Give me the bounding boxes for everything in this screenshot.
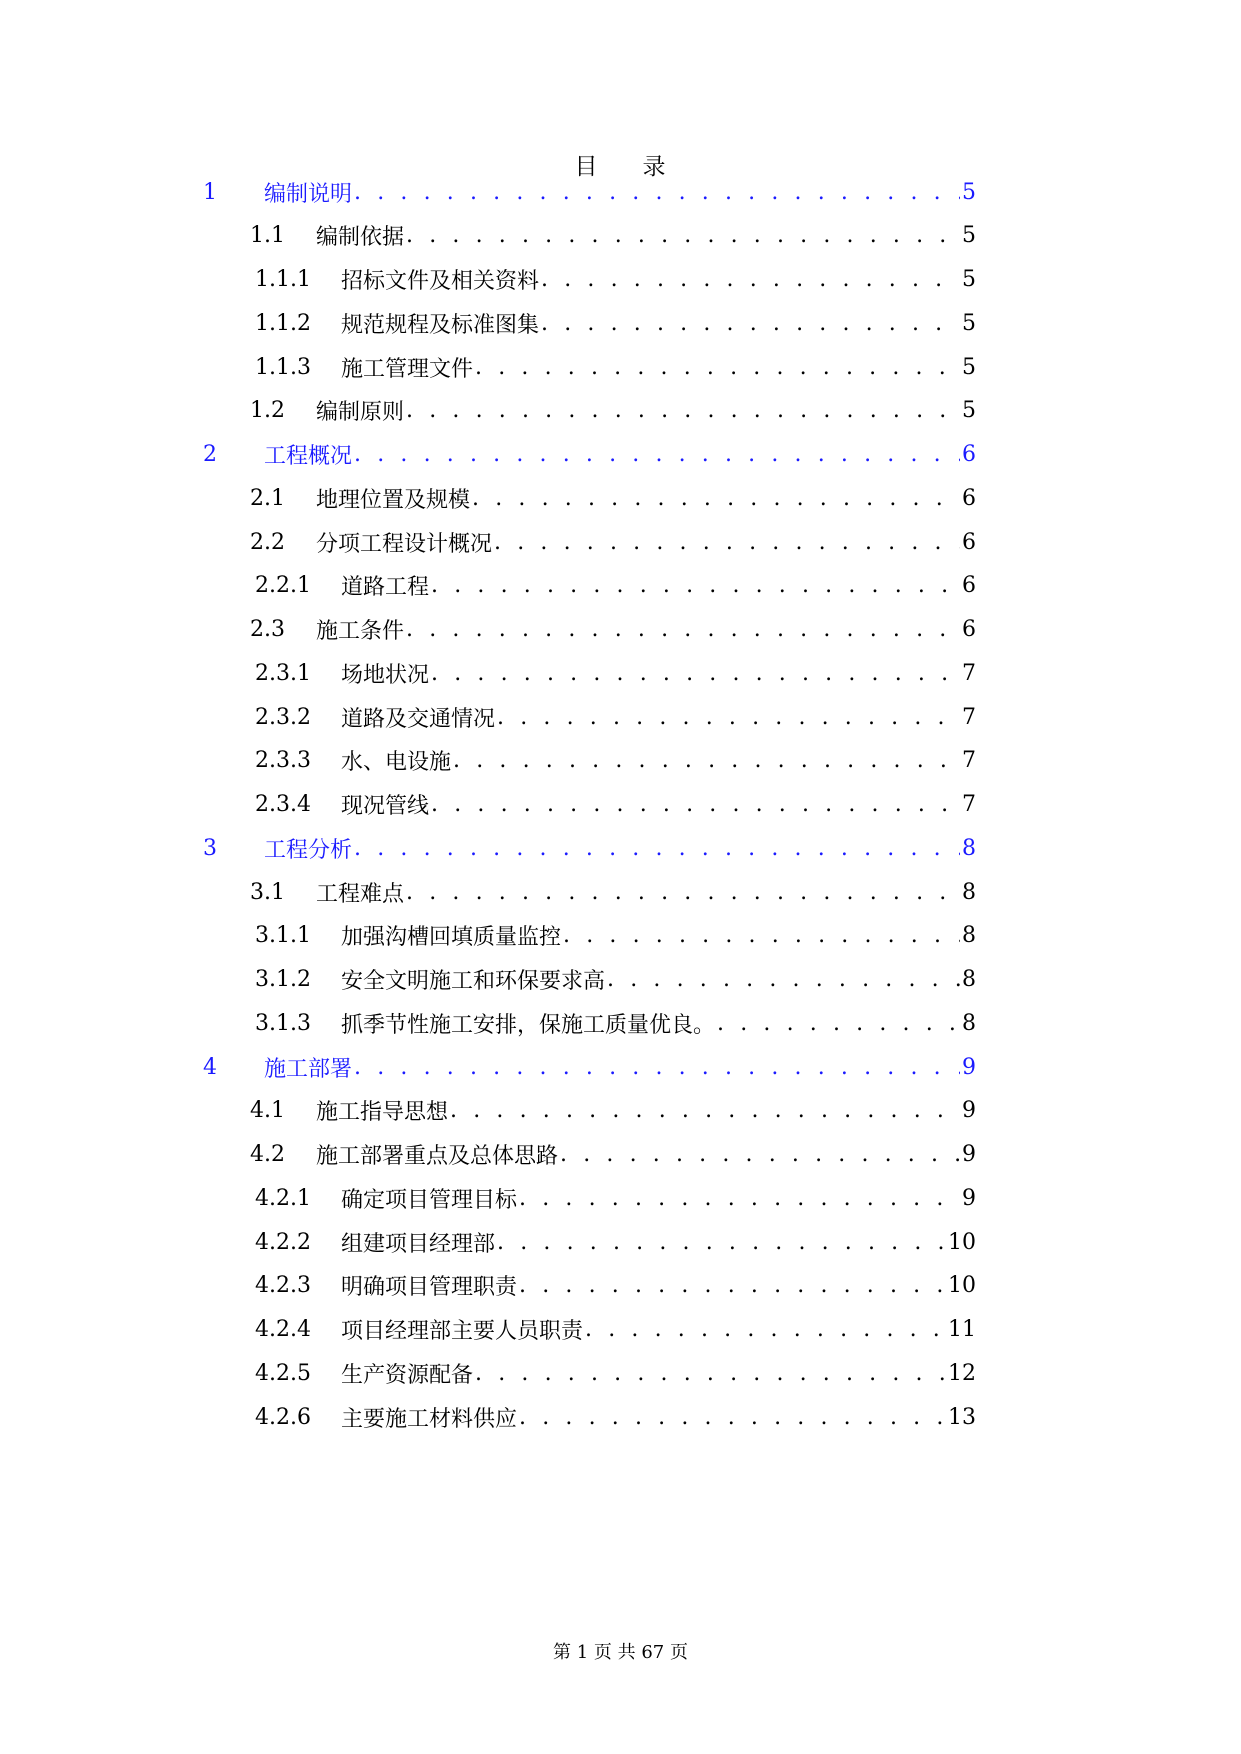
toc-entry[interactable] [250, 525, 976, 559]
toc-entry-title: 编制说明 [264, 181, 353, 207]
toc-entry-number: 4.1 [250, 1098, 285, 1124]
toc-entry-page-number: 7 [962, 660, 976, 686]
toc-entry-number: 4.2.5 [255, 1360, 311, 1386]
toc-entry-title: 抓季节性施工安排，保施工质量优良。 [341, 1012, 716, 1038]
toc-entry-number: 1.1.3 [255, 354, 311, 380]
toc-dot-leader [431, 661, 960, 686]
toc-entry-title: 组建项目经理部 [341, 1231, 496, 1257]
toc-entry-number: 4.2.1 [255, 1185, 311, 1211]
toc-entry-number: 2.1 [250, 485, 285, 511]
toc-entry-number: 3.1 [250, 879, 285, 905]
toc-entry-title: 主要施工材料供应 [341, 1406, 518, 1432]
toc-entry-page-number: 8 [962, 923, 976, 949]
toc-entry-number: 1.1.1 [255, 267, 311, 292]
toc-dot-leader [431, 573, 960, 598]
toc-dot-leader [475, 355, 960, 380]
toc-entry-title: 安全文明施工和环保要求高 [341, 969, 606, 994]
toc-entry[interactable] [255, 1225, 976, 1259]
toc-entry-title: 施工指导思想 [316, 1100, 449, 1126]
toc-dot-leader [354, 180, 960, 205]
toc-entry-title: 确定项目管理目标 [341, 1187, 518, 1213]
toc-entry-number: 3.1.3 [255, 1010, 311, 1036]
toc-dot-leader [519, 1405, 946, 1430]
toc-entry-title: 分项工程设计概况 [316, 531, 493, 557]
toc-entry-page-number: 8 [962, 835, 976, 861]
toc-entry[interactable] [255, 700, 976, 734]
toc-dot-leader [541, 311, 960, 336]
toc-entry[interactable] [255, 306, 976, 340]
toc-entry[interactable] [255, 1356, 976, 1390]
toc-entry-number: 2.3 [250, 617, 285, 642]
toc-entry-title: 地理位置及规模 [316, 487, 471, 513]
toc-dot-leader [519, 1273, 946, 1298]
toc-entry[interactable] [250, 1094, 976, 1128]
toc-entry-page-number: 6 [962, 617, 976, 642]
toc-entry[interactable] [250, 481, 976, 515]
toc-entry-page-number: 7 [962, 792, 976, 817]
toc-dot-leader [472, 486, 960, 511]
toc-dot-leader [354, 442, 960, 467]
toc-entry-number: 4 [203, 1054, 217, 1080]
toc-entry-title: 明确项目管理职责 [341, 1275, 518, 1301]
toc-entry-page-number: 5 [962, 223, 976, 249]
toc-entry-number: 4.2.6 [255, 1404, 311, 1430]
toc-entry[interactable] [255, 744, 976, 778]
toc-entry-page-number: 10 [948, 1273, 976, 1299]
toc-entry-page-number: 12 [948, 1360, 976, 1386]
toc-dot-leader [406, 617, 960, 642]
toc-entry-title: 现况管线 [341, 794, 430, 819]
toc-entry-title: 施工管理文件 [341, 356, 474, 382]
toc-entry-title: 招标文件及相关资料 [341, 269, 540, 294]
toc-entry-title: 编制依据 [316, 225, 405, 251]
toc-entry-page-number: 6 [962, 485, 976, 511]
toc-entry-number: 4.2.4 [255, 1317, 311, 1342]
toc-entry-page-number: 5 [962, 310, 976, 336]
toc-entry-number: 3.1.2 [255, 967, 311, 992]
toc-dot-leader [406, 880, 960, 905]
toc-entry-title: 项目经理部主要人员职责 [341, 1319, 584, 1344]
toc-entry-page-number: 9 [962, 1054, 976, 1080]
toc-entry-number: 2.3.4 [255, 792, 311, 817]
toc-entry-title: 水、电设施 [341, 750, 452, 776]
toc-entry-title: 生产资源配备 [341, 1362, 474, 1388]
toc-entry-page-number: 6 [962, 442, 976, 467]
toc-entry-page-number: 5 [962, 398, 976, 424]
toc-dot-leader [406, 398, 960, 423]
toc-entry-title: 场地状况 [341, 662, 430, 688]
toc-entry[interactable] [250, 219, 976, 253]
toc-entry-page-number: 5 [962, 267, 976, 292]
toc-entry[interactable] [255, 919, 976, 953]
toc-entry-number: 1.1.2 [255, 310, 311, 336]
toc-entry-page-number: 9 [962, 1142, 976, 1167]
toc-entry-page-number: 5 [962, 354, 976, 380]
toc-dot-leader [354, 1055, 960, 1080]
toc-entry-number: 2.3.1 [255, 660, 311, 686]
toc-entry[interactable] [255, 569, 976, 603]
toc-entry-number: 1.2 [250, 398, 285, 424]
toc-entry-page-number: 9 [962, 1098, 976, 1124]
toc-entry-title: 工程概况 [264, 444, 353, 469]
toc-entry[interactable] [255, 263, 976, 297]
toc-entry-title: 规范规程及标准图集 [341, 312, 540, 338]
toc-dot-leader [717, 1011, 960, 1036]
toc-entry-title: 工程分析 [264, 837, 353, 863]
toc-dot-leader [541, 267, 960, 292]
toc-entry-page-number: 6 [962, 529, 976, 555]
toc-entry-page-number: 8 [962, 967, 976, 992]
toc-entry-title: 工程难点 [316, 881, 405, 907]
toc-entry-number: 4.2 [250, 1142, 285, 1167]
toc-entry-title: 施工部署 [264, 1056, 353, 1082]
toc-entry[interactable] [203, 831, 976, 865]
toc-entry-number: 2.2 [250, 529, 285, 555]
toc-entry[interactable] [255, 1400, 976, 1434]
toc-entry-number: 2.3.3 [255, 748, 311, 774]
toc-dot-leader [450, 1098, 960, 1123]
toc-entry-page-number: 5 [962, 179, 976, 205]
page-footer: 第 1 页 共 67 页 [553, 1642, 688, 1663]
toc-dot-leader [431, 792, 960, 817]
toc-dot-leader [406, 223, 960, 248]
toc-entry[interactable] [255, 1006, 976, 1040]
toc-entry[interactable] [250, 613, 976, 647]
toc-entry-title: 编制原则 [316, 400, 405, 426]
toc-dot-leader [475, 1361, 946, 1386]
toc-entry[interactable] [203, 438, 976, 472]
toc-entry[interactable] [203, 1050, 976, 1084]
toc-entry[interactable] [255, 1269, 976, 1303]
toc-entry-page-number: 7 [962, 704, 976, 730]
toc-entry[interactable] [255, 788, 976, 822]
toc-entry[interactable] [255, 656, 976, 690]
toc-dot-leader [585, 1317, 946, 1342]
toc-entry-number: 2.3.2 [255, 704, 311, 730]
toc-entry-number: 1 [203, 179, 217, 205]
toc-title-left: 目 [574, 154, 599, 180]
toc-entry[interactable] [250, 1138, 976, 1172]
toc-entry-page-number: 7 [962, 748, 976, 774]
toc-entry-page-number: 9 [962, 1185, 976, 1211]
toc-entry[interactable] [255, 1181, 976, 1215]
toc-entry[interactable] [203, 175, 976, 209]
toc-dot-leader [494, 530, 960, 555]
toc-entry-page-number: 8 [962, 879, 976, 905]
toc-dot-leader [497, 705, 960, 730]
toc-entry-title: 道路工程 [341, 575, 430, 601]
toc-entry[interactable] [255, 963, 976, 997]
toc-entry-title: 道路及交通情况 [341, 706, 496, 732]
toc-entry[interactable] [250, 875, 976, 909]
toc-dot-leader [354, 836, 960, 861]
toc-entry-number: 3 [203, 835, 217, 861]
toc-dot-leader [607, 967, 960, 992]
toc-entry-title: 施工条件 [316, 619, 405, 644]
toc-title-right: 录 [642, 154, 667, 180]
toc-entry-title: 加强沟槽回填质量监控 [341, 925, 562, 951]
toc-dot-leader [519, 1186, 960, 1211]
toc-entry-number: 2.2.1 [255, 573, 311, 599]
toc-entry-title: 施工部署重点及总体思路 [316, 1144, 559, 1169]
toc-entry[interactable] [255, 1313, 976, 1347]
toc-entry-number: 1.1 [250, 223, 285, 249]
toc-entry-number: 3.1.1 [255, 923, 311, 949]
toc-entry-page-number: 8 [962, 1010, 976, 1036]
toc-dot-leader [453, 748, 960, 773]
toc-entry-number: 4.2.3 [255, 1273, 311, 1299]
toc-entry-number: 2 [203, 442, 217, 467]
toc-dot-leader [563, 923, 960, 948]
toc-entry-number: 4.2.2 [255, 1229, 311, 1255]
toc-entry-page-number: 11 [948, 1317, 976, 1342]
toc-dot-leader [497, 1230, 946, 1255]
toc-entry-page-number: 10 [948, 1229, 976, 1255]
toc-entry-page-number: 6 [962, 573, 976, 599]
toc-entry[interactable] [250, 394, 976, 428]
toc-entry-page-number: 13 [948, 1404, 976, 1430]
toc-entry[interactable] [255, 350, 976, 384]
toc-dot-leader [560, 1142, 960, 1167]
